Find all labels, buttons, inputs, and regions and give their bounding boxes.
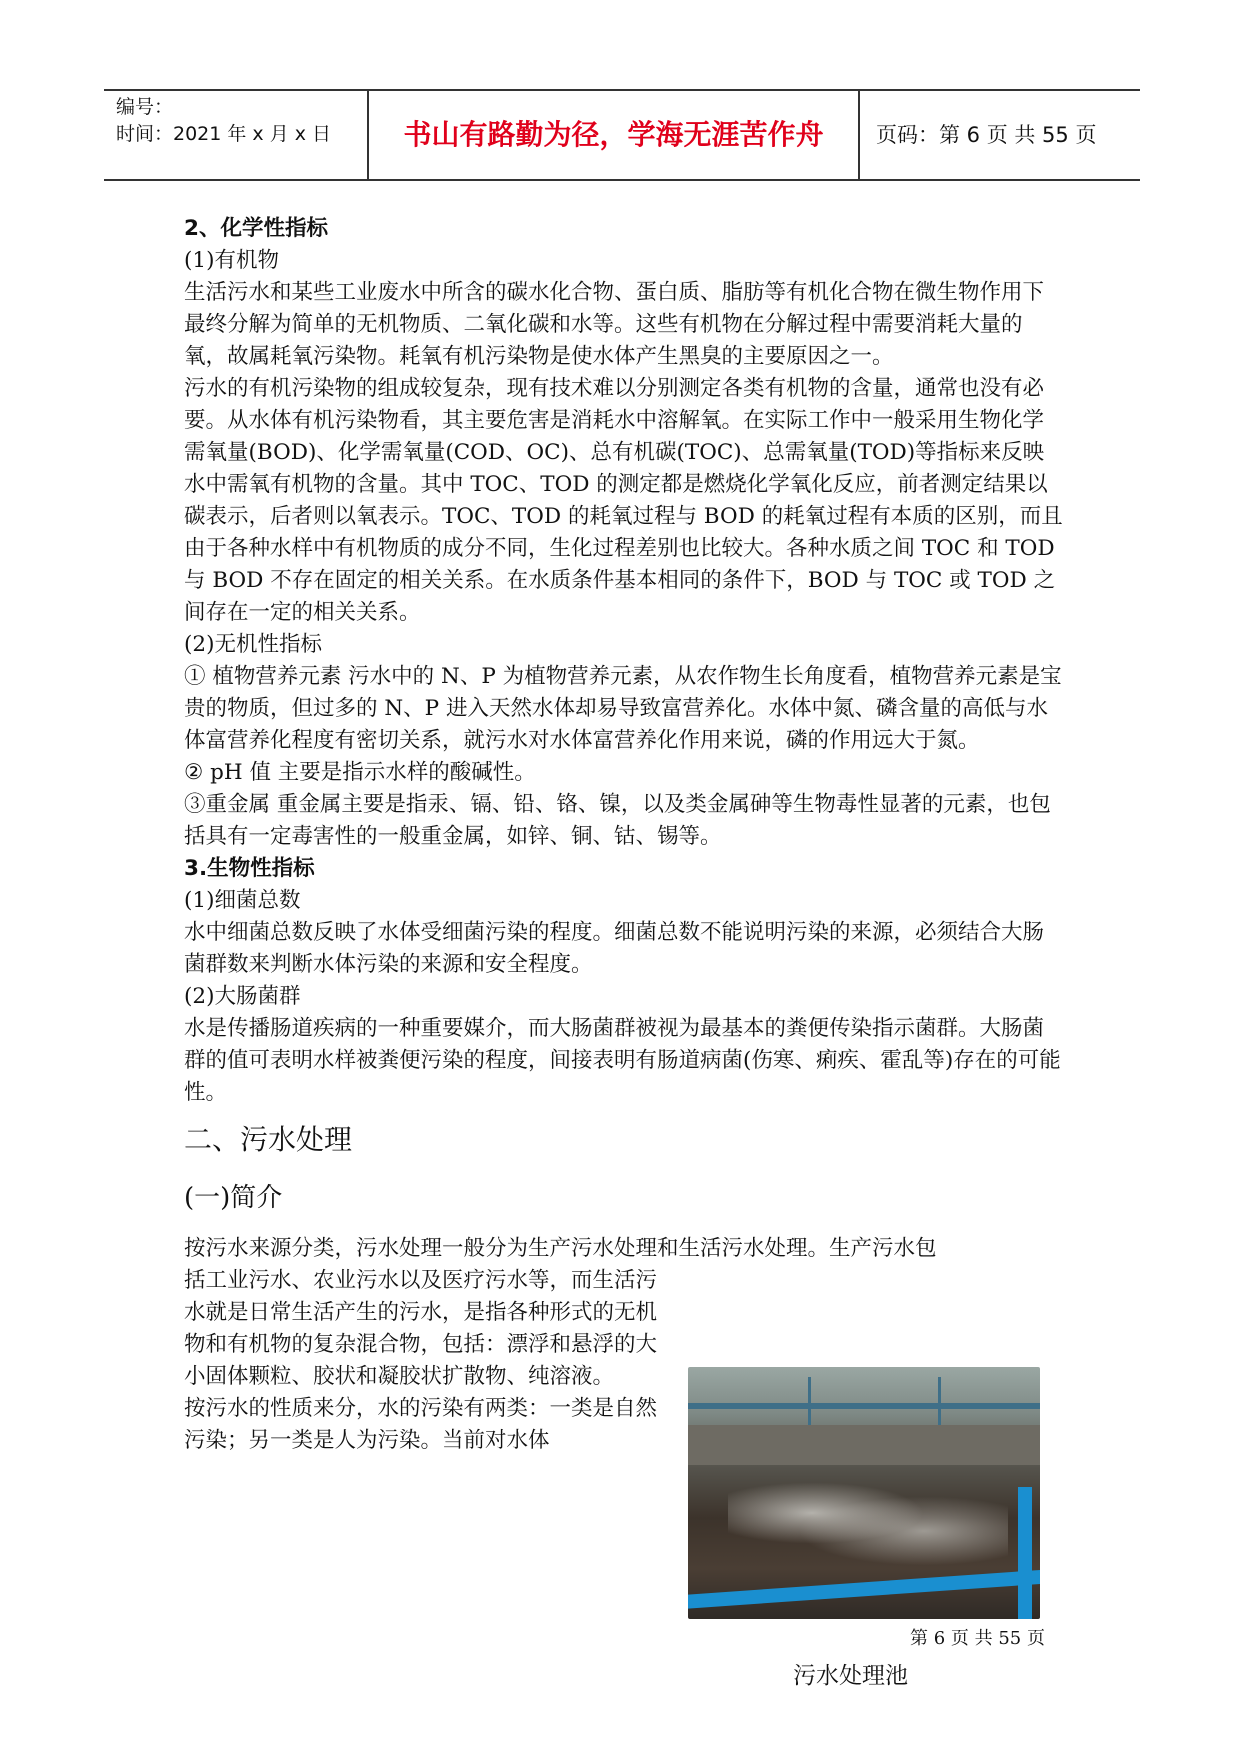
chapter-heading-sewage-treatment: 二、污水处理	[184, 1123, 353, 1156]
paragraph-coliform: 水是传播肠道疾病的一种重要媒介，而大肠菌群被视为最基本的粪便传染指示菌群。大肠菌群的值可表明水样被粪便污染的程度，间接表明有肠道病菌(伤寒、痢疾、霍乱等)存在的可能性。	[184, 1016, 1061, 1105]
foam-surface	[728, 1477, 1008, 1567]
railing	[688, 1403, 1040, 1409]
blue-pipe	[1018, 1487, 1032, 1619]
blue-pipe	[688, 1569, 1040, 1609]
paragraph-heavy-metals: ③重金属 重金属主要是指汞、镉、铅、铬、镍，以及类金属砷等生物毒性显著的元素，也包括具有一定毒害性的一般重金属，如锌、铜、钴、锡等。	[184, 792, 1051, 849]
paragraph-ph: ② pH 值 主要是指示水样的酸碱性。	[184, 760, 536, 785]
document-number: 编号：	[116, 96, 174, 118]
subheading-organic: (1)有机物	[184, 248, 279, 273]
document-body	[184, 213, 1064, 1457]
paragraph-bacteria-total: 水中细菌总数反映了水体受细菌污染的程度。细菌总数不能说明污染的来源，必须结合大肠菌群数来判断水体污染的来源和安全程度。	[184, 920, 1045, 977]
paragraph-pollution-types: 按污水的性质来分，水的污染有两类：一类是自然污染；另一类是人为污染。当前对水体	[184, 1396, 658, 1453]
header-left-cell	[104, 91, 369, 179]
document-date: 时间：2021 年 x 月 x 日	[116, 123, 332, 145]
subheading-bacteria-total: (1)细菌总数	[184, 888, 301, 913]
footer-page-number: 第 6 页 共 55 页	[910, 1628, 1045, 1649]
subheading-inorganic: (2)无机性指标	[184, 632, 322, 657]
paragraph-nutrients: ① 植物营养元素 污水中的 N、P 为植物营养元素，从农作物生长角度看，植物营养元素是宝贵的物质，但过多的 N、P 进入天然水体却易导致富营养化。水体中氮、磷含量的高低与水体富营养化程度有密切关系，就污水对水体富营养化作用来说，磷的作用远大于氮。	[184, 664, 1062, 753]
section-heading-biological: 3.生物性指标	[184, 856, 315, 881]
paragraph-organic-1: 生活污水和某些工业废水中所含的碳水化合物、蛋白质、脂肪等有机化合物在微生物作用下最终分解为简单的无机物质、二氧化碳和水等。这些有机物在分解过程中需要消耗大量的氧，故属耗氧污染物。耗氧有机污染物是使水体产生黑臭的主要原因之一。	[184, 280, 1045, 369]
wrapped-text-block	[184, 1265, 676, 1457]
page-header	[104, 89, 1140, 181]
section-heading-chemical: 2、化学性指标	[184, 216, 328, 241]
paragraph-intro-cont: 括工业污水、农业污水以及医疗污水等，而生活污水就是日常生活产生的污水，是指各种形式的无机物和有机物的复杂混合物，包括：漂浮和悬浮的大小固体颗粒、胶状和凝胶状扩散物、纯溶液。	[184, 1268, 658, 1389]
tank-wall	[688, 1425, 1040, 1465]
sewage-pool-photo	[688, 1367, 1040, 1619]
paragraph-intro-line: 按污水来源分类，污水处理一般分为生产污水处理和生活污水处理。生产污水包	[184, 1236, 937, 1261]
figure-caption: 污水处理池	[793, 1663, 908, 1689]
header-motto: 书山有路勤为径，学海无涯苦作舟	[369, 91, 860, 179]
subheading-introduction: (一)简介	[184, 1183, 283, 1213]
subheading-coliform: (2)大肠菌群	[184, 984, 301, 1009]
header-page-number: 页码：第 6 页 共 55 页	[876, 123, 1097, 147]
paragraph-organic-2: 污水的有机污染物的组成较复杂，现有技术难以分别测定各类有机物的含量，通常也没有必要。从水体有机污染物看，其主要危害是消耗水中溶解氧。在实际工作中一般采用生物化学需氧量(BOD)、化学需氧量(COD、OC)、总有机碳(TOC)、总需氧量(TOD)等指标来反映水中需氧有机物的含量。其中 TOC、TOD 的测定都是燃烧化学氧化反应，前者测定结果以碳表示，后者则以氧表示。TOC、TOD 的耗氧过程与 BOD 的耗氧过程有本质的区别，而且由于各种水样中有机物质的成分不同，生化过程差别也比较大。各种水质之间 TOC 和 TOD 与 BOD 不存在固定的相关关系。在水质条件基本相同的条件下，BOD 与 TOC 或 TOD 之间存在一定的相关关系。	[184, 376, 1063, 625]
